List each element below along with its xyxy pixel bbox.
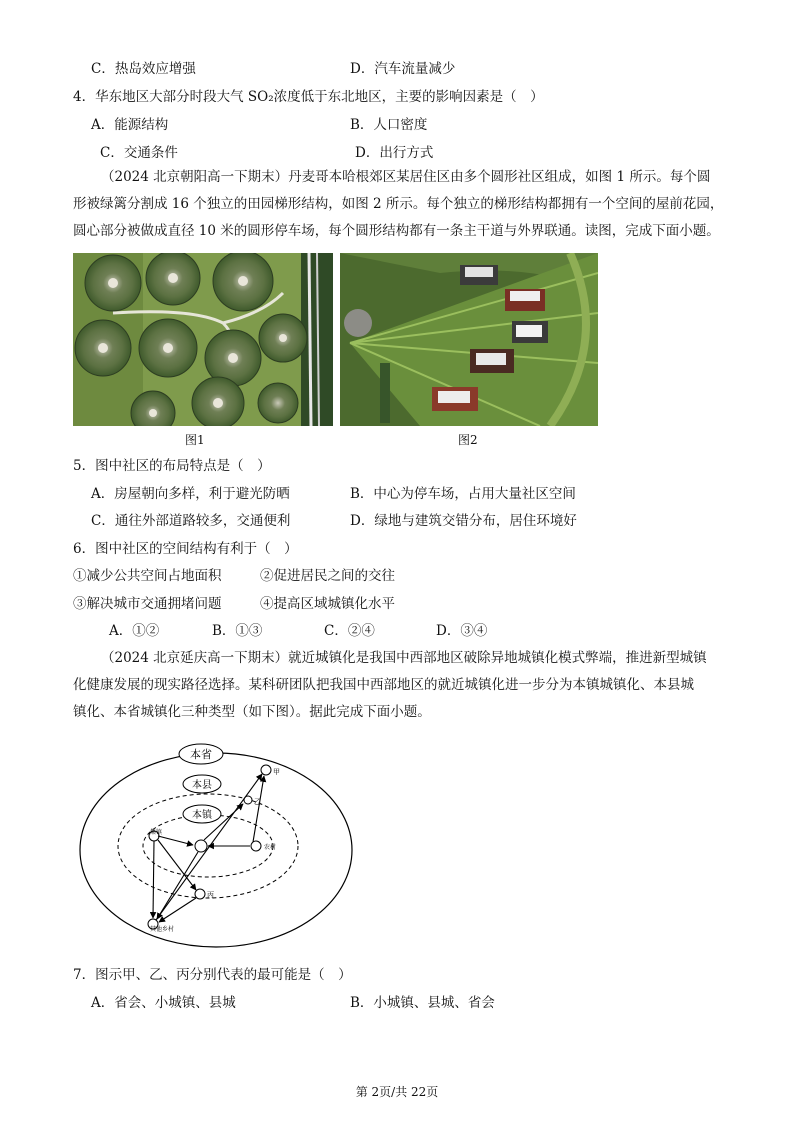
passage1-line3: 圆心部分被做成直径 10 米的圆形停车场，每个圆形结构都有一条主干道与外界联通。读图，完成下面小题。 bbox=[73, 223, 720, 239]
passage2-line1: （2024 北京延庆高一下期末）就近城镇化是我国中西部地区破除异地城镇化模式弊端，推进新型城镇 bbox=[101, 650, 707, 666]
q7-option-b: B．小城镇、县城、省会 bbox=[350, 995, 495, 1011]
q3-option-c: C．热岛效应增强 bbox=[91, 61, 196, 77]
q6-option-a: A．①② bbox=[109, 623, 160, 639]
figure2-caption: 图2 bbox=[458, 433, 478, 447]
page-footer: 第 2页/共 22页 bbox=[355, 1085, 439, 1099]
node-label-right: 农村 bbox=[264, 844, 277, 851]
figure2-garden-photo bbox=[340, 253, 598, 426]
node-label-left: 集镇 bbox=[150, 829, 163, 836]
urbanization-diagram bbox=[78, 734, 354, 950]
q7-option-a: A．省会、小城镇、县城 bbox=[91, 995, 236, 1011]
q4-stem: 4．华东地区大部分时段大气 SO₂浓度低于东北地区，主要的影响因素是（ ） bbox=[73, 89, 544, 105]
q4-option-d: D．出行方式 bbox=[355, 145, 434, 161]
q4-option-a: A．能源结构 bbox=[91, 117, 169, 133]
q6-option-c: C．②④ bbox=[324, 623, 375, 639]
ring-label-county: 本县 bbox=[192, 780, 212, 791]
q6-stem: 6．图中社区的空间结构有利于（ ） bbox=[73, 541, 298, 557]
ring-label-province: 本省 bbox=[190, 748, 212, 761]
q4-option-b: B．人口密度 bbox=[350, 117, 428, 133]
passage1-line1: （2024 北京朝阳高一下期末）丹麦哥本哈根郊区某居住区由多个圆形社区组成，如图 1 所示。每个圆 bbox=[101, 169, 711, 185]
q5-option-c: C．通往外部道路较多，交通便利 bbox=[91, 513, 291, 529]
q5-stem: 5．图中社区的布局特点是（ ） bbox=[73, 458, 271, 474]
q3-option-d: D．汽车流量减少 bbox=[350, 61, 456, 77]
q6-statement-1: ①减少公共空间占地面积 bbox=[73, 568, 222, 584]
node-label-bottom-left: 其他乡村 bbox=[150, 926, 175, 933]
ring-label-town: 本镇 bbox=[192, 810, 212, 821]
q6-statement-3: ③解决城市交通拥堵问题 bbox=[73, 596, 222, 612]
node-label-yi: 乙 bbox=[254, 798, 261, 806]
q5-option-b: B．中心为停车场，占用大量社区空间 bbox=[350, 486, 576, 502]
figure1-caption: 图1 bbox=[185, 433, 205, 447]
node-label-bing: 丙 bbox=[207, 891, 214, 899]
passage2 bbox=[73, 645, 723, 726]
q6-statement-4: ④提高区域城镇化水平 bbox=[260, 596, 395, 612]
passage1-line2: 形被绿篱分割成 16 个独立的田园梯形结构，如图 2 所示。每个独立的梯形结构都拥有一个空间的屋前花园， bbox=[73, 196, 724, 212]
passage1 bbox=[73, 164, 723, 245]
q5-option-a: A．房屋朝向多样，利于避光防晒 bbox=[91, 486, 290, 502]
q6-option-d: D．③④ bbox=[436, 623, 488, 639]
q6-option-b: B．①③ bbox=[212, 623, 263, 639]
q4-option-c: C．交通条件 bbox=[100, 145, 178, 161]
q5-option-d: D．绿地与建筑交错分布，居住环境好 bbox=[350, 513, 577, 529]
node-label-jia: 甲 bbox=[273, 768, 280, 776]
figure1-aerial-photo bbox=[73, 253, 333, 426]
passage2-line3: 镇化、本省城镇化三种类型（如下图）。据此完成下面小题。 bbox=[73, 704, 431, 720]
q7-stem: 7．图示甲、乙、丙分别代表的最可能是（ ） bbox=[73, 967, 352, 983]
passage2-line2: 化健康发展的现实路径选择。某科研团队把我国中西部地区的就近城镇化进一步分为本镇城镇化、本县城 bbox=[73, 677, 694, 693]
q6-statement-2: ②促进居民之间的交往 bbox=[260, 568, 395, 584]
